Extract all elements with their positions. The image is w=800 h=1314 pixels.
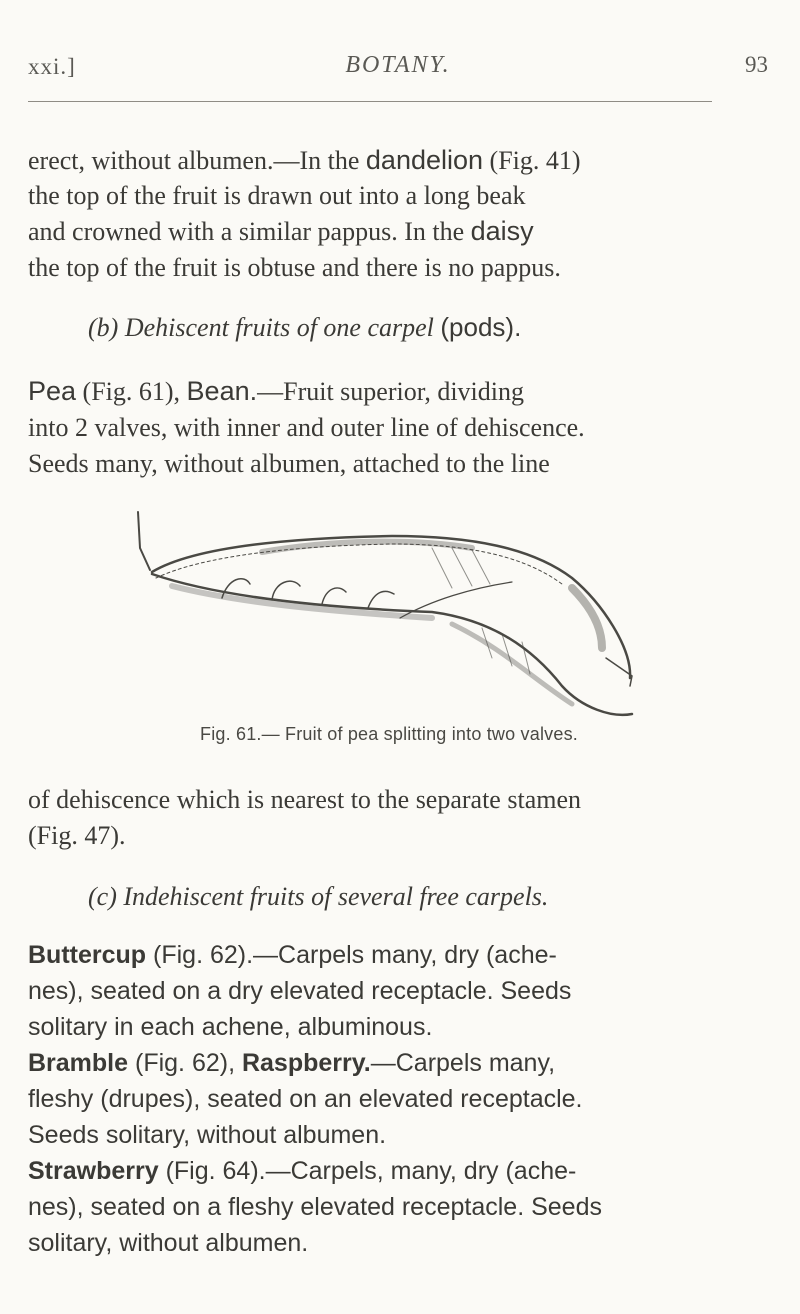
text-span: (Fig. 62).—Carpels many, dry (ache-	[146, 941, 557, 969]
section-number: xxi.]	[28, 54, 76, 79]
seed-outline	[272, 581, 300, 600]
section-heading-b	[88, 312, 521, 343]
text-span: and crowned with a similar pappus. In the	[28, 217, 471, 246]
heading-text: Dehiscent fruits of one carpel	[124, 313, 434, 342]
paragraph-line: nes), seated on a dry elevated receptacle. Seeds	[28, 977, 572, 1005]
figure-caption: Fig. 61.— Fruit of pea splitting into two valves.	[200, 724, 578, 744]
lower-shading-tip	[452, 624, 572, 704]
pea-pod-drawing	[132, 508, 644, 728]
paragraph-line: the top of the fruit is drawn out into a long beak	[28, 181, 526, 210]
paragraph-line	[28, 374, 768, 410]
paragraph-line	[28, 214, 768, 250]
paragraph-line: fleshy (drupes), seated on an elevated receptacle.	[28, 1085, 583, 1113]
term-dandelion: dandelion	[365, 145, 484, 175]
text-span: (Fig. 64).—Carpels, many, dry (ache-	[158, 1157, 577, 1185]
text-span: —Fruit superior, dividing	[257, 377, 525, 406]
hatch-lines	[432, 548, 490, 588]
text-span: (Fig. 62),	[128, 1049, 242, 1077]
heading-label: (b)	[88, 313, 119, 342]
term-pea: Pea	[28, 376, 77, 406]
paragraph-line: of dehiscence which is nearest to the separate stamen	[28, 785, 581, 814]
paragraph-line	[28, 143, 768, 179]
paragraph-line: Seeds solitary, without albumen.	[28, 1121, 387, 1149]
term-strawberry: Strawberry	[28, 1157, 159, 1185]
term-raspberry: Raspberry.	[241, 1049, 371, 1077]
paragraph-line	[28, 1154, 768, 1190]
paragraph-line: into 2 valves, with inner and outer line of dehiscence.	[28, 413, 585, 442]
paragraph-line	[28, 1046, 768, 1082]
paragraph-line: solitary, without albumen.	[28, 1229, 309, 1257]
heading-pods: (pods).	[440, 312, 522, 342]
paragraph-line: solitary in each achene, albuminous.	[28, 1013, 433, 1041]
paragraph-line: nes), seated on a fleshy elevated receptacle. Seeds	[28, 1193, 602, 1221]
text-span: (Fig. 41)	[483, 146, 581, 175]
stalk-line	[138, 512, 150, 570]
term-daisy: daisy	[470, 216, 534, 246]
term-bramble: Bramble	[28, 1049, 129, 1077]
term-buttercup: Buttercup	[28, 941, 147, 969]
paragraph-line: the top of the fruit is obtuse and there is no pappus.	[28, 253, 561, 282]
heading-label: (c)	[88, 882, 117, 911]
running-header	[28, 50, 768, 90]
text-span: erect, without albumen.—In the	[28, 146, 366, 175]
upper-valve-edge	[152, 536, 630, 678]
paragraph-line: Seeds many, without albumen, attached to the line	[28, 449, 550, 478]
header-rule	[28, 101, 712, 102]
term-bean: Bean.	[186, 376, 258, 406]
section-heading-c	[88, 882, 548, 912]
pea-pod-illustration	[132, 508, 644, 728]
running-title: BOTANY.	[345, 52, 451, 78]
paragraph-line	[28, 938, 768, 974]
page-number: 93	[745, 52, 768, 77]
right-shading	[572, 588, 602, 648]
text-span: (Fig. 61),	[76, 377, 187, 406]
heading-text: Indehiscent fruits of several free carpels.	[123, 882, 549, 911]
seed-outline	[322, 588, 346, 604]
paragraph-line: (Fig. 47).	[28, 821, 126, 850]
text-span: —Carpels many,	[370, 1049, 556, 1077]
upper-shading	[262, 542, 472, 552]
seed-outline	[368, 591, 394, 608]
